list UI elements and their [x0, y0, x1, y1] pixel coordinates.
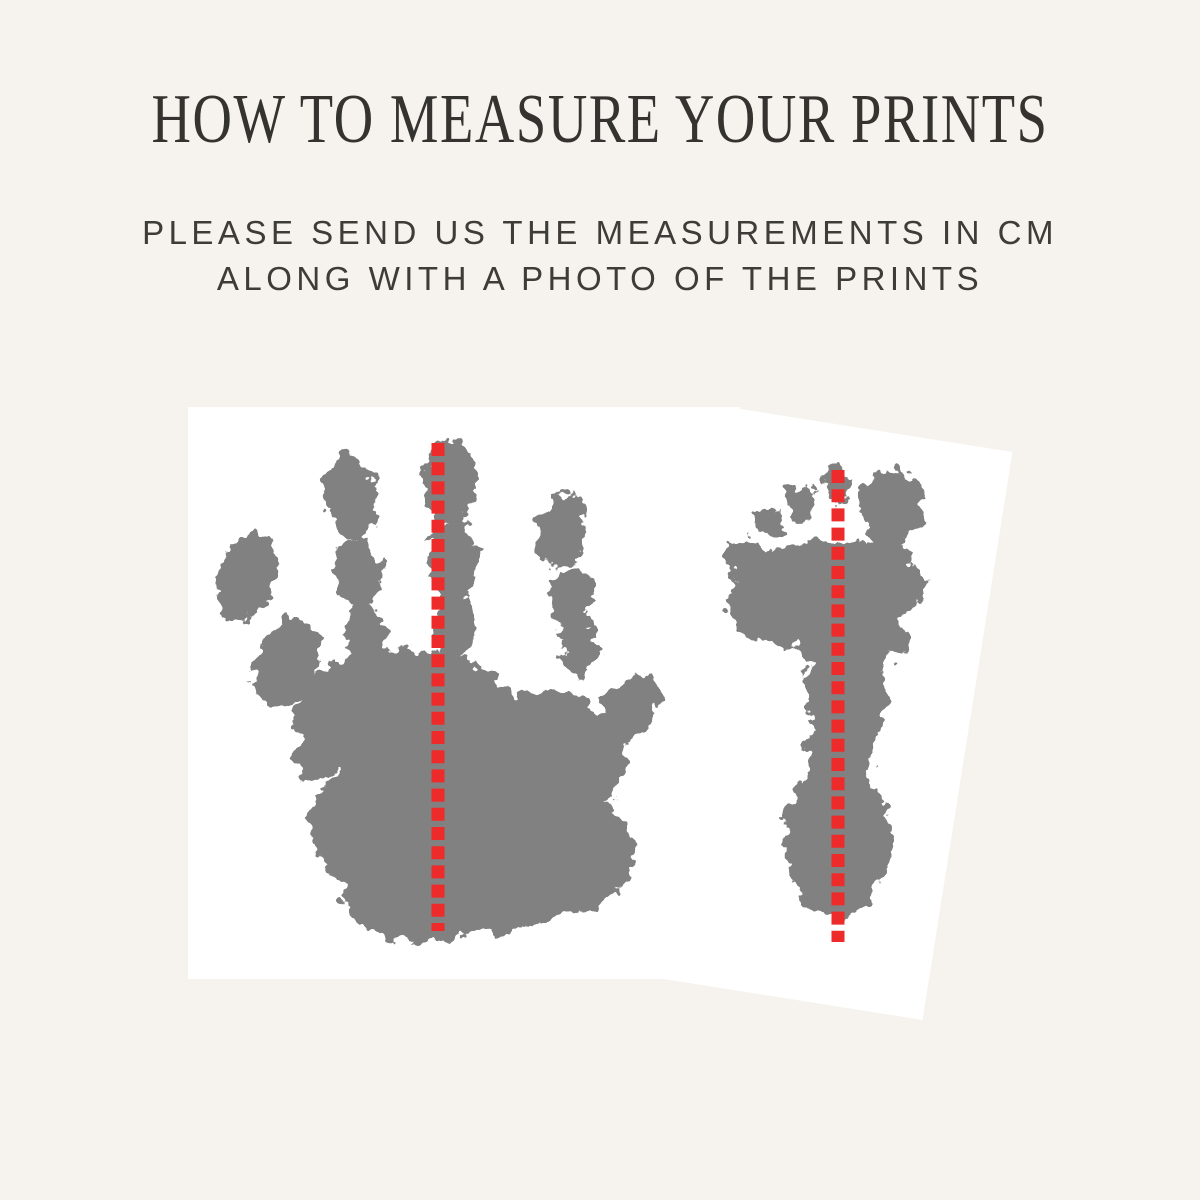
subtitle-line-1: PLEASE SEND US THE MEASUREMENTS IN CM — [142, 214, 1058, 251]
subtitle-line-2: ALONG WITH A PHOTO OF THE PRINTS — [216, 260, 984, 297]
page-title: HOW TO MEASURE YOUR PRINTS — [151, 81, 1049, 158]
